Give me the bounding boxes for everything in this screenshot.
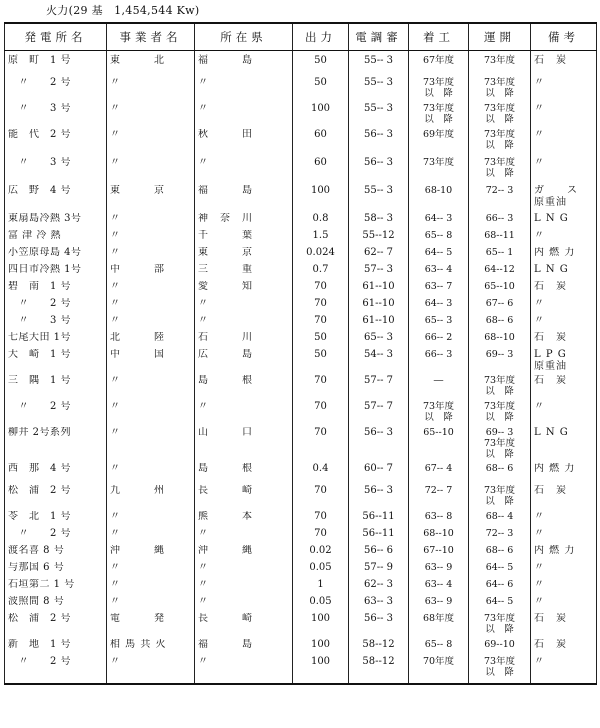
cell-denchoshin: 55-- 3 [349, 51, 409, 77]
cell-note: 石 炭 [531, 485, 597, 511]
cell-denchoshin: 57-- 9 [349, 562, 409, 579]
table-row [5, 281, 597, 298]
cell-output: 70 [293, 315, 349, 332]
table-row [5, 401, 597, 427]
cell-plant: 松 浦 2 号 [5, 613, 107, 639]
table-row [5, 613, 597, 639]
cell-prefecture: 長 崎 [195, 485, 293, 511]
cell-plant: 七尾大田 1号 [5, 332, 107, 349]
cell-plant: 〃 2 号 [5, 401, 107, 427]
cell-note: 〃 [531, 562, 597, 579]
cell-company: 沖 縄 [107, 545, 195, 562]
cell-output: 100 [293, 185, 349, 213]
cell-plant: 〃 2 号 [5, 298, 107, 315]
cell-plant: 波照間 8 号 [5, 596, 107, 613]
cell-start: 63-- 4 [409, 264, 469, 281]
cell-plant: 三 隅 1 号 [5, 375, 107, 401]
cell-plant: 石垣第二 1 号 [5, 579, 107, 596]
cell-company: 〃 [107, 511, 195, 528]
cell-operation: 64-- 6 [469, 579, 531, 596]
cell-operation: 68-- 4 [469, 511, 531, 528]
cell-prefecture: 石 川 [195, 332, 293, 349]
cell-output: 0.8 [293, 213, 349, 230]
cell-denchoshin: 56-- 3 [349, 129, 409, 157]
cell-denchoshin: 57-- 3 [349, 264, 409, 281]
table-row [5, 103, 597, 129]
cell-note: 〃 [531, 129, 597, 157]
cell-prefecture: 神 奈 川 [195, 213, 293, 230]
cell-start: 70年度 [409, 656, 469, 684]
cell-prefecture: 〃 [195, 298, 293, 315]
cell-output: 1.5 [293, 230, 349, 247]
cell-note: 石 炭 [531, 639, 597, 656]
cell-output: 70 [293, 485, 349, 511]
cell-plant: 碧 南 1 号 [5, 281, 107, 298]
cell-output: 70 [293, 528, 349, 545]
cell-start: 65-- 8 [409, 230, 469, 247]
cell-note: 〃 [531, 157, 597, 185]
table-row [5, 656, 597, 684]
table-row [5, 427, 597, 463]
cell-note: 石 炭 [531, 332, 597, 349]
cell-operation: 68--11 [469, 230, 531, 247]
cell-company: 九 州 [107, 485, 195, 511]
cell-plant: 松 浦 2 号 [5, 485, 107, 511]
table-row [5, 230, 597, 247]
cell-note: 〃 [531, 298, 597, 315]
cell-start: 66-- 3 [409, 349, 469, 375]
cell-denchoshin: 62-- 3 [349, 579, 409, 596]
cell-prefecture: 山 口 [195, 427, 293, 463]
cell-company: 〃 [107, 375, 195, 401]
cell-plant: 〃 3 号 [5, 157, 107, 185]
cell-start: 72-- 7 [409, 485, 469, 511]
table-row [5, 545, 597, 562]
cell-denchoshin: 57-- 7 [349, 375, 409, 401]
table-row [5, 332, 597, 349]
cell-operation: 73年度 以 降 [469, 103, 531, 129]
cell-note: 〃 [531, 656, 597, 684]
thermal-power-table [4, 22, 597, 685]
cell-operation: 73年度 以 降 [469, 401, 531, 427]
table-row [5, 349, 597, 375]
cell-operation: 73年度 以 降 [469, 375, 531, 401]
cell-prefecture: 長 崎 [195, 613, 293, 639]
cell-start: 73年度 [409, 157, 469, 185]
cell-operation: 73年度 以 降 [469, 485, 531, 511]
cell-note: 〃 [531, 230, 597, 247]
cell-denchoshin: 56-- 6 [349, 545, 409, 562]
cell-prefecture: 〃 [195, 528, 293, 545]
cell-denchoshin: 58-- 3 [349, 213, 409, 230]
cell-company: 〃 [107, 103, 195, 129]
table-row [5, 639, 597, 656]
cell-plant: 〃 2 号 [5, 656, 107, 684]
table-row [5, 77, 597, 103]
table-row [5, 129, 597, 157]
cell-output: 100 [293, 656, 349, 684]
cell-denchoshin: 56-- 3 [349, 427, 409, 463]
cell-start: 68--10 [409, 528, 469, 545]
header-start: 着工 [409, 23, 469, 51]
cell-company: 中 国 [107, 349, 195, 375]
table-body [5, 51, 597, 684]
cell-plant: 〃 2 号 [5, 528, 107, 545]
cell-denchoshin: 56--11 [349, 528, 409, 545]
table-row [5, 264, 597, 281]
cell-output: 100 [293, 613, 349, 639]
cell-start: ― [409, 375, 469, 401]
cell-note: 石 炭 [531, 375, 597, 401]
cell-note: 〃 [531, 528, 597, 545]
cell-start: 63-- 8 [409, 511, 469, 528]
cell-operation: 64--12 [469, 264, 531, 281]
cell-prefecture: 熊 本 [195, 511, 293, 528]
cell-note: L N G [531, 213, 597, 230]
cell-operation: 69--10 [469, 639, 531, 656]
cell-operation: 67-- 6 [469, 298, 531, 315]
cell-operation: 69-- 3 [469, 349, 531, 375]
cell-note: 石 炭 [531, 281, 597, 298]
cell-plant: 与那国 6 号 [5, 562, 107, 579]
table-row [5, 579, 597, 596]
cell-plant: 広 野 4 号 [5, 185, 107, 213]
cell-plant: 〃 3 号 [5, 103, 107, 129]
cell-start: 65-- 3 [409, 315, 469, 332]
cell-output: 60 [293, 129, 349, 157]
cell-denchoshin: 60-- 7 [349, 463, 409, 485]
cell-note: 〃 [531, 579, 597, 596]
header-denchoshin: 電調審 [349, 23, 409, 51]
cell-note: L P G 原重油 [531, 349, 597, 375]
cell-plant: 能 代 2 号 [5, 129, 107, 157]
cell-company: 〃 [107, 213, 195, 230]
cell-denchoshin: 61--10 [349, 281, 409, 298]
cell-company: 〃 [107, 562, 195, 579]
cell-prefecture: 〃 [195, 401, 293, 427]
cell-operation: 66-- 3 [469, 213, 531, 230]
cell-start: 64-- 3 [409, 298, 469, 315]
table-row [5, 511, 597, 528]
cell-start: 67--10 [409, 545, 469, 562]
cell-company: 〃 [107, 129, 195, 157]
cell-operation: 68-- 6 [469, 463, 531, 485]
cell-prefecture: 〃 [195, 157, 293, 185]
cell-start: 63-- 9 [409, 596, 469, 613]
cell-plant: 〃 3 号 [5, 315, 107, 332]
cell-prefecture: 福 島 [195, 639, 293, 656]
cell-note: 石 炭 [531, 613, 597, 639]
cell-output: 70 [293, 298, 349, 315]
cell-company: 〃 [107, 298, 195, 315]
cell-company: 〃 [107, 77, 195, 103]
table-row [5, 562, 597, 579]
cell-start: 64-- 5 [409, 247, 469, 264]
cell-operation: 65--10 [469, 281, 531, 298]
cell-operation: 65-- 1 [469, 247, 531, 264]
cell-output: 50 [293, 77, 349, 103]
table-row [5, 528, 597, 545]
cell-note: 内 燃 力 [531, 545, 597, 562]
cell-note: 〃 [531, 77, 597, 103]
cell-operation: 69-- 3 73年度 以 降 [469, 427, 531, 463]
cell-operation: 64-- 5 [469, 596, 531, 613]
cell-plant: 渡名喜 8 号 [5, 545, 107, 562]
cell-prefecture: 東 京 [195, 247, 293, 264]
cell-denchoshin: 62-- 7 [349, 247, 409, 264]
cell-company: 中 部 [107, 264, 195, 281]
cell-denchoshin: 54-- 3 [349, 349, 409, 375]
cell-plant: 苓 北 1 号 [5, 511, 107, 528]
cell-prefecture: 〃 [195, 77, 293, 103]
cell-start: 63-- 9 [409, 562, 469, 579]
cell-prefecture: 福 島 [195, 51, 293, 77]
table-row [5, 375, 597, 401]
cell-output: 0.05 [293, 596, 349, 613]
cell-note: ガ ス 原重油 [531, 185, 597, 213]
cell-company: 電 発 [107, 613, 195, 639]
cell-prefecture: 島 根 [195, 463, 293, 485]
table-row [5, 298, 597, 315]
cell-start: 68年度 [409, 613, 469, 639]
table-row [5, 185, 597, 213]
cell-operation: 72-- 3 [469, 528, 531, 545]
cell-note: L N G [531, 264, 597, 281]
header-prefecture: 所在県 [195, 23, 293, 51]
cell-output: 100 [293, 639, 349, 656]
cell-prefecture: 〃 [195, 656, 293, 684]
cell-output: 70 [293, 511, 349, 528]
table-row [5, 485, 597, 511]
cell-denchoshin: 58--12 [349, 639, 409, 656]
cell-plant: 西 那 4 号 [5, 463, 107, 485]
cell-prefecture: 愛 知 [195, 281, 293, 298]
cell-start: 73年度 以 降 [409, 77, 469, 103]
table-row [5, 51, 597, 77]
table-row [5, 315, 597, 332]
cell-company: 〃 [107, 463, 195, 485]
cell-denchoshin: 56-- 3 [349, 613, 409, 639]
cell-plant: 四日市冷熱 1号 [5, 264, 107, 281]
cell-note: 石 炭 [531, 51, 597, 77]
cell-prefecture: 沖 縄 [195, 545, 293, 562]
header-row [5, 23, 597, 51]
cell-start: 66-- 2 [409, 332, 469, 349]
cell-denchoshin: 61--10 [349, 298, 409, 315]
header-output: 出力 [293, 23, 349, 51]
cell-operation: 68--10 [469, 332, 531, 349]
cell-output: 50 [293, 51, 349, 77]
cell-output: 0.05 [293, 562, 349, 579]
cell-denchoshin: 56-- 3 [349, 157, 409, 185]
header-note: 備考 [531, 23, 597, 51]
cell-start: 63-- 4 [409, 579, 469, 596]
table-row [5, 157, 597, 185]
cell-output: 70 [293, 281, 349, 298]
table-row [5, 596, 597, 613]
cell-output: 0.4 [293, 463, 349, 485]
cell-operation: 68-- 6 [469, 315, 531, 332]
cell-prefecture: 〃 [195, 562, 293, 579]
cell-denchoshin: 55-- 3 [349, 77, 409, 103]
cell-denchoshin: 55-- 3 [349, 185, 409, 213]
cell-start: 65--10 [409, 427, 469, 463]
cell-plant: 大 崎 1 号 [5, 349, 107, 375]
cell-prefecture: 島 根 [195, 375, 293, 401]
cell-start: 63-- 7 [409, 281, 469, 298]
cell-operation: 73年度 以 降 [469, 77, 531, 103]
cell-operation: 73年度 以 降 [469, 129, 531, 157]
cell-start: 64-- 3 [409, 213, 469, 230]
cell-output: 100 [293, 103, 349, 129]
cell-plant: 富 津 冷 熱 [5, 230, 107, 247]
cell-denchoshin: 65-- 3 [349, 332, 409, 349]
cell-company: 〃 [107, 656, 195, 684]
cell-company: 東 京 [107, 185, 195, 213]
cell-note: 〃 [531, 401, 597, 427]
cell-output: 0.02 [293, 545, 349, 562]
cell-company: 〃 [107, 230, 195, 247]
cell-start: 68-10 [409, 185, 469, 213]
cell-plant: 東扇島冷熱 3号 [5, 213, 107, 230]
cell-company: 北 陸 [107, 332, 195, 349]
cell-denchoshin: 55--12 [349, 230, 409, 247]
cell-start: 67年度 [409, 51, 469, 77]
cell-plant: 〃 2 号 [5, 77, 107, 103]
cell-output: 1 [293, 579, 349, 596]
cell-note: L N G [531, 427, 597, 463]
cell-start: 65-- 8 [409, 639, 469, 656]
cell-company: 〃 [107, 427, 195, 463]
cell-output: 0.7 [293, 264, 349, 281]
cell-company: 〃 [107, 596, 195, 613]
cell-denchoshin: 61--10 [349, 315, 409, 332]
cell-note: 〃 [531, 103, 597, 129]
cell-denchoshin: 56-- 3 [349, 485, 409, 511]
cell-operation: 73年度 以 降 [469, 656, 531, 684]
cell-note: 〃 [531, 511, 597, 528]
cell-company: 〃 [107, 247, 195, 264]
cell-output: 0.024 [293, 247, 349, 264]
cell-start: 73年度 以 降 [409, 401, 469, 427]
cell-output: 70 [293, 375, 349, 401]
cell-prefecture: 三 重 [195, 264, 293, 281]
cell-plant: 新 地 1 号 [5, 639, 107, 656]
cell-operation: 68-- 6 [469, 545, 531, 562]
cell-output: 70 [293, 401, 349, 427]
cell-plant: 小笠原母島 4号 [5, 247, 107, 264]
cell-prefecture: 〃 [195, 579, 293, 596]
cell-start: 69年度 [409, 129, 469, 157]
cell-prefecture: 〃 [195, 596, 293, 613]
cell-output: 50 [293, 349, 349, 375]
cell-company: 東 北 [107, 51, 195, 77]
cell-note: 〃 [531, 315, 597, 332]
cell-start: 67-- 4 [409, 463, 469, 485]
cell-output: 60 [293, 157, 349, 185]
cell-prefecture: 秋 田 [195, 129, 293, 157]
cell-operation: 73年度 以 降 [469, 157, 531, 185]
cell-company: 〃 [107, 579, 195, 596]
cell-denchoshin: 57-- 7 [349, 401, 409, 427]
table-row [5, 213, 597, 230]
cell-denchoshin: 56--11 [349, 511, 409, 528]
cell-prefecture: 千 葉 [195, 230, 293, 247]
cell-operation: 73年度 [469, 51, 531, 77]
table-row [5, 247, 597, 264]
header-operation: 運開 [469, 23, 531, 51]
cell-note: 内 燃 力 [531, 463, 597, 485]
cell-company: 〃 [107, 401, 195, 427]
cell-plant: 原 町 1 号 [5, 51, 107, 77]
cell-company: 〃 [107, 281, 195, 298]
cell-start: 73年度 以 降 [409, 103, 469, 129]
cell-note: 〃 [531, 596, 597, 613]
cell-denchoshin: 63-- 3 [349, 596, 409, 613]
cell-output: 50 [293, 332, 349, 349]
header-plant: 発電所名 [5, 23, 107, 51]
cell-company: 相 馬 共 火 [107, 639, 195, 656]
cell-operation: 64-- 5 [469, 562, 531, 579]
cell-prefecture: 〃 [195, 103, 293, 129]
cell-output: 70 [293, 427, 349, 463]
cell-company: 〃 [107, 528, 195, 545]
cell-prefecture: 広 島 [195, 349, 293, 375]
cell-company: 〃 [107, 157, 195, 185]
cell-denchoshin: 58--12 [349, 656, 409, 684]
header-company: 事業者名 [107, 23, 195, 51]
cell-company: 〃 [107, 315, 195, 332]
cell-note: 内 燃 力 [531, 247, 597, 264]
cell-denchoshin: 55-- 3 [349, 103, 409, 129]
cell-plant: 柳井 2号系列 [5, 427, 107, 463]
table-caption: 火力(29 基 1,454,544 Kw) [46, 4, 200, 17]
cell-prefecture: 〃 [195, 315, 293, 332]
table-row [5, 463, 597, 485]
cell-operation: 72-- 3 [469, 185, 531, 213]
cell-prefecture: 福 島 [195, 185, 293, 213]
cell-operation: 73年度 以 降 [469, 613, 531, 639]
